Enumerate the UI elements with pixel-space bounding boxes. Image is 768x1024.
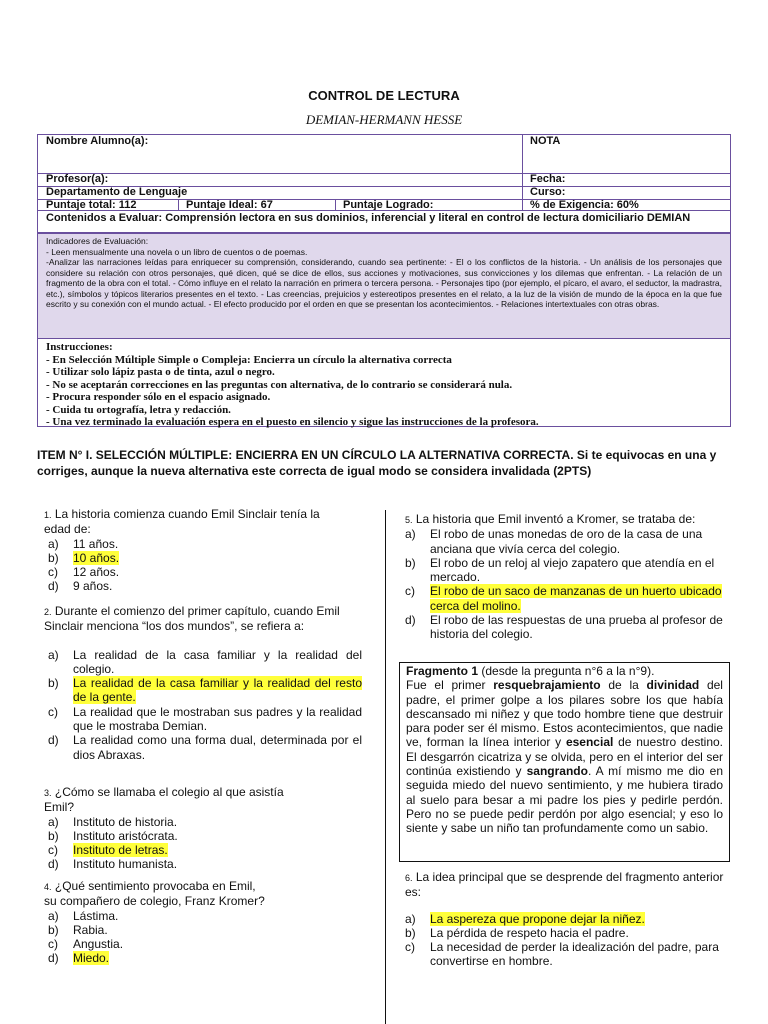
profesor-label: Profesor(a): — [46, 173, 109, 185]
q3-option-a[interactable]: a) Instituto de historia. — [48, 814, 178, 829]
q5-option-b[interactable]: b) El robo de un reloj al viejo zapatero que atendía en el mercado. — [405, 555, 715, 585]
q3-option-b[interactable]: b) Instituto aristócrata. — [48, 828, 178, 843]
student-info-table — [37, 134, 731, 233]
q2-option-c[interactable]: c) La realidad que le mostraban sus padres y la realidad que le mostraba Demian. — [48, 704, 362, 734]
instruccion-1: - En Selección Múltiple Simple o Compleja: Encierra un círculo la alternativa correcta — [46, 353, 452, 366]
indicadores-box — [37, 233, 731, 339]
document-subtitle: DEMIAN-HERMANN HESSE — [305, 112, 463, 127]
indicadores-title: Indicadores de Evaluación: — [46, 236, 149, 246]
alumno-field[interactable] — [38, 135, 522, 173]
puntaje-logrado-field[interactable] — [335, 199, 522, 210]
q4-option-b[interactable]: b) Rabia. — [48, 922, 108, 937]
q4-number: 4. — [44, 882, 52, 892]
question-2 — [44, 604, 362, 762]
q6-option-c[interactable]: c) La necesidad de perder la idealización del padre, para convertirse en hombre. — [405, 940, 719, 969]
fragmento-1-box: Fragmento 1 (desde la pregunta n°6 a la n°9). Fue el primer resquebrajamiento de la divinidad del padre, el primer golpe a los pilares sobre los que había descansado mi niñez y que todo hombre tiene que destruir para poder ser él mismo. Estos acontecimientos, que nadie ve, forman la línea interior y esencial de nuestro destino. El desgarrón cicatriza y se olvida, pero en el interior del ser continúa existiendo y sangrando. A mí mismo me dio en seguida miedo del nuevo sentimiento, y me hubiera tirado al suelo para besar a mi padre los pies y pedirle perdón. Pero no se puede pedir perdón por algo esencial; y eso lo siente y sabe un niño tan profundamente como un sabio. — [399, 662, 730, 862]
departamento-label: Departamento de Lenguaje — [46, 186, 188, 198]
question-5 — [405, 512, 730, 642]
row-alumno — [38, 135, 730, 173]
instruccion-6: - Una vez terminado la evaluación espera en el puesto en silencio y sigue las instrucciones de la profesora. — [46, 416, 539, 428]
puntaje-logrado: Puntaje Logrado: — [343, 199, 434, 211]
item-1-heading: ITEM N° I. SELECCIÓN MÚLTIPLE: ENCIERRA EN UN CÍRCULO LA ALTERNATIVA CORRECTA. Si te equivocas en una y corriges, aunque la nueva alternativa este correcta de igual modo se considera invalidada (2PTS) — [37, 448, 717, 478]
q2-option-b[interactable]: b) La realidad de la casa familiar y la realidad del resto de la gente. — [48, 676, 362, 705]
row-departamento — [38, 186, 730, 199]
q6-text: La idea principal que se desprende del fragmento anterior es: — [405, 870, 724, 900]
instruccion-3: - No se aceptarán correcciones en las preguntas con alternativa, de lo contrario se considerará nula. — [46, 378, 513, 391]
question-4 — [44, 879, 344, 966]
profesor-field[interactable] — [38, 173, 522, 186]
q2-option-d[interactable]: d) La realidad como una forma dual, determinada por el dios Abraxas. — [48, 733, 362, 762]
q1-text: La historia comienza cuando Emil Sinclair tenía la edad de: — [44, 507, 320, 537]
indicadores-text: -Analizar las narraciones leídas para enriquecer su comprensión, considerando, cuando sea pertinente: - El o los conflictos de la historia. - Un análisis de los personajes que considere su relación con otros personajes, qué dicen, qué se dice de ellos, sus acciones y motivaciones, sus convicciones y los dilemas que enfrentan. - La relación de un fragmento de la obra con el total. - Cómo influye en el relato la narración en primera o tercera persona. - Personajes tipo (por ejemplo, el pícaro, el avaro, el seductor, la madrastra, etc.), símbolos y tópicos literarios presentes en el texto. - Las creencias, prejuicios y estereotipos presentes en el relato, a la luz de la visión de mundo de la época en la que fue escrito y su conexión con el mundo actual. - El efecto producido por el orden en que se presentan los acontecimientos. - Relaciones intertextuales con otras obras. — [46, 257, 722, 309]
q3-option-c[interactable]: c) Instituto de letras. — [48, 843, 168, 858]
document-title: CONTROL DE LECTURA — [308, 88, 460, 103]
instruccion-5: - Cuida tu ortografía, letra y redacción. — [46, 403, 231, 416]
puntaje-total: Puntaje total: 112 — [46, 199, 137, 211]
question-3 — [44, 785, 334, 872]
column-divider — [385, 510, 386, 1024]
fragmento-range: (desde la pregunta n°6 a la n°9). — [481, 664, 655, 678]
q1-option-c[interactable]: c) 12 años. — [48, 565, 120, 580]
q3-option-d[interactable]: d) Instituto humanista. — [48, 857, 178, 872]
nota-label: NOTA — [530, 135, 561, 147]
fecha-label: Fecha: — [530, 173, 566, 185]
question-1 — [44, 507, 334, 594]
curso-label: Curso: — [530, 186, 566, 198]
instruccion-4: - Procura responder sólo en el espacio asignado. — [46, 391, 271, 403]
q6-option-a[interactable]: a) La aspereza que propone dejar la niñez. — [405, 911, 645, 926]
puntaje-ideal: Puntaje Ideal: 67 — [186, 199, 273, 211]
row-profesor — [38, 173, 730, 186]
q1-number: 1. — [44, 510, 52, 520]
q4-option-c[interactable]: c) Angustia. — [48, 937, 124, 952]
q1-option-d[interactable]: d) 9 años. — [48, 579, 113, 594]
q6-option-b[interactable]: b) La pérdida de respeto hacia el padre. — [405, 925, 629, 940]
row-puntajes — [38, 199, 730, 210]
q3-number: 3. — [44, 788, 52, 798]
exigencia: % de Exigencia: 60% — [530, 199, 639, 211]
q6-number: 6. — [405, 873, 413, 883]
q5-option-c[interactable]: c) El robo de un saco de manzanas de un huerto ubicado cerca del molino. — [405, 584, 722, 613]
q5-option-a[interactable]: a) El robo de unas monedas de oro de la casa de una anciana que vivía cerca del colegio. — [405, 527, 703, 556]
instrucciones-title: Instrucciones: — [46, 341, 113, 353]
q4-option-a[interactable]: a) Lástima. — [48, 908, 119, 923]
indicadores-line1: - Leen mensualmente una novela o un libro de cuentos o de poemas. — [46, 246, 308, 257]
q2-text: Durante el comienzo del primer capítulo, cuando Emil Sinclair menciona “los dos mundos”, se refiera a: — [44, 604, 340, 634]
contenidos-evaluar: Contenidos a Evaluar: Comprensión lectora en sus dominios, inferencial y literal en control de lectura domiciliario DEMIAN — [46, 212, 691, 224]
q5-number: 5. — [405, 515, 413, 525]
q4-text: ¿Qué sentimiento provocaba en Emil, — [54, 879, 256, 893]
q2-number: 2. — [44, 607, 52, 617]
nota-field[interactable] — [522, 135, 730, 173]
q1-option-b[interactable]: b) 10 años. — [48, 550, 120, 565]
instruccion-2: - Utilizar solo lápiz pasta o de tinta, azul o negro. — [46, 366, 275, 378]
q5-option-d[interactable]: d) El robo de las respuestas de una prueba al profesor de historia del colegio. — [405, 613, 723, 642]
q5-text: La historia que Emil inventó a Kromer, se trataba de: — [415, 512, 696, 526]
q3-text: ¿Cómo se llamaba el colegio al que asistía Emil? — [44, 785, 284, 815]
fragmento-title: Fragmento 1 — [406, 664, 479, 678]
q4-text-2: su compañero de colegio, Franz Kromer? — [44, 894, 265, 909]
q2-option-a[interactable]: a) La realidad de la casa familiar y la realidad del colegio. — [48, 647, 362, 676]
q4-option-d[interactable]: d) Miedo. — [48, 951, 110, 966]
q1-option-a[interactable]: a) 11 años. — [48, 536, 119, 551]
instrucciones-box — [37, 338, 731, 427]
curso-field[interactable] — [522, 186, 730, 199]
question-6 — [405, 870, 730, 969]
fecha-field[interactable] — [522, 173, 730, 186]
alumno-label: Nombre Alumno(a): — [46, 135, 149, 147]
